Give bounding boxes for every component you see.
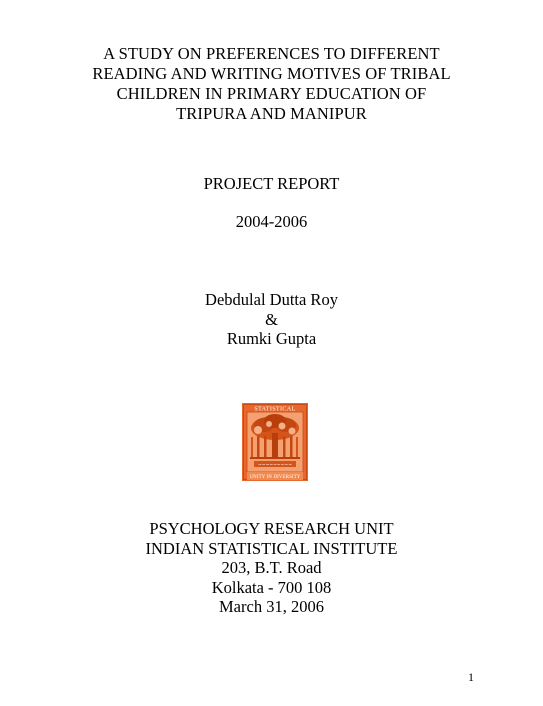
title-line-1: A STUDY ON PREFERENCES TO DIFFERENT <box>103 44 440 63</box>
institute-logo <box>242 403 308 481</box>
svg-text:~~~~~~~~~: ~~~~~~~~~ <box>258 462 292 468</box>
author-conjunction: & <box>265 309 278 329</box>
report-label: PROJECT REPORT <box>203 174 340 193</box>
institution-name: INDIAN STATISTICAL INSTITUTE <box>145 538 398 558</box>
title-line-3: CHILDREN IN PRIMARY EDUCATION OF <box>116 84 427 103</box>
institution-date: March 31, 2006 <box>219 597 324 616</box>
title-line-4: TRIPURA AND MANIPUR <box>176 104 367 123</box>
authors-block <box>0 290 543 349</box>
institution-block <box>0 519 543 617</box>
document-title <box>0 44 543 124</box>
logo-bottom-text: UNITY IN DIVERSITY <box>249 475 301 481</box>
author-first: Debdulal Dutta Roy <box>205 290 338 309</box>
institution-unit: PSYCHOLOGY RESEARCH UNIT <box>149 519 394 538</box>
institution-street: 203, B.T. Road <box>221 558 322 577</box>
title-line-2: READING AND WRITING MOTIVES OF TRIBAL <box>92 64 451 83</box>
report-years: 2004-2006 <box>235 212 308 231</box>
institution-city: Kolkata - 700 108 <box>211 577 332 597</box>
logo-top-text: STATISTICAL <box>254 405 296 413</box>
author-second: Rumki Gupta <box>226 329 317 348</box>
page-number: 1 <box>468 670 474 684</box>
